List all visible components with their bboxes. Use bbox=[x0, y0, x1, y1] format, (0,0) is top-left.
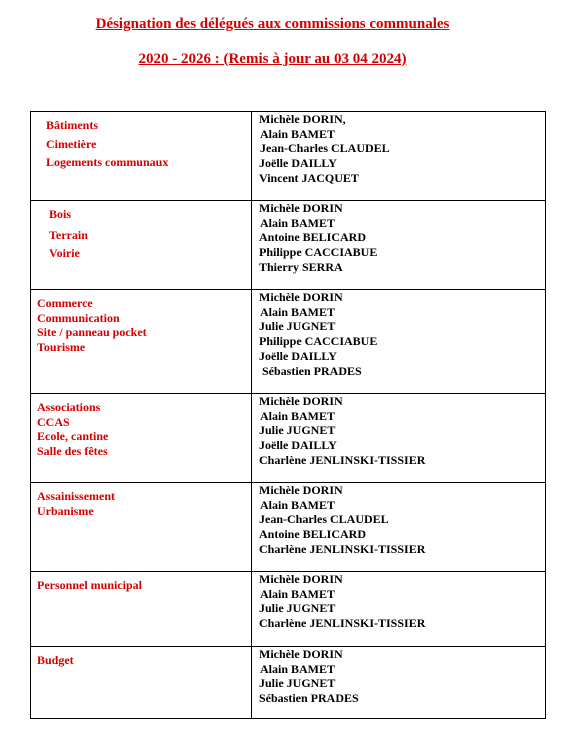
commission-category: Voirie bbox=[49, 246, 80, 261]
commission-categories bbox=[31, 112, 252, 201]
commission-row bbox=[31, 572, 546, 647]
commission-members bbox=[252, 112, 546, 201]
commission-category: Site / panneau pocket bbox=[37, 325, 147, 340]
commission-category: Urbanisme bbox=[37, 503, 94, 518]
commission-members bbox=[252, 647, 546, 719]
commission-row bbox=[31, 290, 546, 394]
commission-category: Associations bbox=[37, 400, 101, 414]
member-name: Alain BAMET bbox=[260, 497, 336, 512]
commission-category: Bois bbox=[49, 207, 72, 221]
member-name: Michèle DORIN bbox=[259, 201, 343, 215]
commission-category: Terrain bbox=[49, 227, 88, 242]
commission-row bbox=[31, 201, 546, 290]
member-name: Joëlle DAILLY bbox=[259, 156, 337, 171]
commission-categories bbox=[31, 201, 252, 290]
member-name: Alain BAMET bbox=[260, 586, 336, 601]
member-name: Philippe CACCIABUE bbox=[259, 245, 378, 260]
commission-category: Cimetière bbox=[46, 136, 97, 151]
member-name: Sébastien PRADES bbox=[262, 363, 362, 378]
commission-members bbox=[252, 201, 546, 290]
member-name: Julie JUGNET bbox=[259, 319, 336, 334]
member-name: Antoine BELICARD bbox=[259, 527, 367, 542]
commission-members bbox=[252, 290, 546, 394]
commission-row bbox=[31, 112, 546, 201]
commission-category: Tourisme bbox=[37, 340, 86, 355]
commission-categories bbox=[31, 483, 252, 572]
member-name: Alain BAMET bbox=[260, 661, 336, 676]
commission-categories bbox=[31, 572, 252, 647]
member-name: Jean-Charles CLAUDEL bbox=[260, 141, 390, 156]
member-name: Charlène JENLINSKI-TISSIER bbox=[259, 452, 426, 467]
commission-categories bbox=[31, 394, 252, 483]
commission-row bbox=[31, 647, 546, 719]
commission-category: Commerce bbox=[37, 296, 93, 310]
member-name: Alain BAMET bbox=[260, 408, 336, 423]
member-name: Thierry SERRA bbox=[259, 259, 343, 274]
document-subtitle: 2020 - 2026 : (Remis à jour au 03 04 2024) bbox=[138, 51, 407, 67]
commission-category: Budget bbox=[37, 653, 74, 667]
commission-category: Bâtiments bbox=[46, 118, 98, 132]
member-name: Philippe CACCIABUE bbox=[259, 334, 378, 349]
commission-category: Ecole, cantine bbox=[37, 429, 109, 444]
commission-members bbox=[252, 483, 546, 572]
member-name: Michèle DORIN bbox=[259, 483, 343, 497]
member-name: Michèle DORIN bbox=[259, 572, 343, 586]
commission-category: CCAS bbox=[37, 414, 70, 429]
document-title: Désignation des délégués aux commissions communales bbox=[95, 16, 450, 32]
commission-category: Salle des fêtes bbox=[37, 444, 108, 459]
member-name: Julie JUGNET bbox=[259, 423, 336, 438]
commission-members bbox=[252, 572, 546, 647]
commissions-table bbox=[30, 111, 546, 719]
member-name: Michèle DORIN bbox=[259, 394, 343, 408]
member-name: Alain BAMET bbox=[260, 215, 336, 230]
member-name: Antoine BELICARD bbox=[259, 230, 367, 245]
member-name: Jean-Charles CLAUDEL bbox=[259, 512, 389, 527]
commission-row bbox=[31, 483, 546, 572]
member-name: Charlène JENLINSKI-TISSIER bbox=[259, 541, 426, 556]
member-name: Charlène JENLINSKI-TISSIER bbox=[259, 616, 426, 631]
member-name: Michèle DORIN bbox=[259, 647, 343, 661]
member-name: Julie JUGNET bbox=[259, 601, 336, 616]
member-name: Sébastien PRADES bbox=[259, 691, 359, 706]
member-name: Joëlle DAILLY bbox=[259, 348, 337, 363]
member-name: Alain BAMET bbox=[260, 304, 336, 319]
member-name: Joëlle DAILLY bbox=[259, 438, 337, 453]
member-name: Michèle DORIN bbox=[259, 290, 343, 304]
commission-category: Personnel municipal bbox=[37, 578, 143, 592]
member-name: Vincent JACQUET bbox=[259, 170, 359, 185]
commission-categories bbox=[31, 647, 252, 719]
commission-row bbox=[31, 394, 546, 483]
member-name: Alain BAMET bbox=[260, 126, 336, 141]
member-name: Michèle DORIN, bbox=[259, 112, 346, 126]
commission-category: Communication bbox=[37, 310, 120, 325]
commission-categories bbox=[31, 290, 252, 394]
commission-category: Assainissement bbox=[37, 489, 116, 503]
member-name: Julie JUGNET bbox=[259, 676, 336, 691]
commission-members bbox=[252, 394, 546, 483]
commission-category: Logements communaux bbox=[46, 155, 169, 170]
